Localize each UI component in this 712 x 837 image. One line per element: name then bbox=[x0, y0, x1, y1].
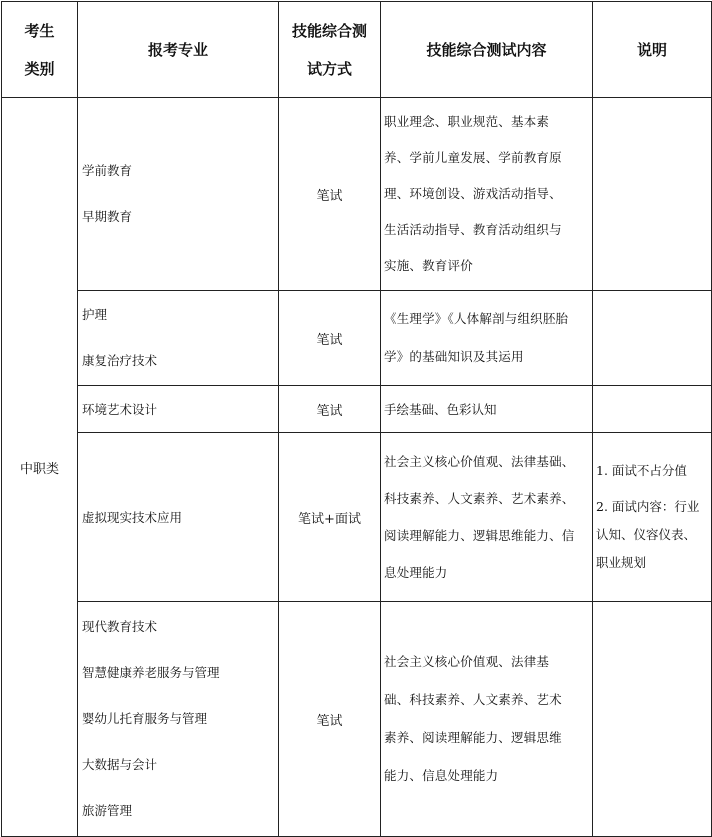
content-cell: 职业理念、职业规范、基本素 养、学前儿童发展、学前教育原 理、环境创设、游戏活动指导、 生活活动指导、教育活动组织与 实施、教育评价 bbox=[381, 98, 593, 291]
header-note: 说明 bbox=[593, 2, 712, 98]
mode-cell: 笔试 bbox=[279, 602, 381, 837]
mode-cell: 笔试 bbox=[279, 386, 381, 433]
header-row bbox=[2, 2, 712, 98]
table-row bbox=[2, 386, 712, 433]
content-cell: 社会主义核心价值观、法律基 础、科技素养、人文素养、艺术 素养、阅读理解能力、逻辑思维 能力、信息处理能力 bbox=[381, 602, 593, 837]
header-major: 报考专业 bbox=[78, 2, 279, 98]
table-row bbox=[2, 98, 712, 291]
mode-cell: 笔试+面试 bbox=[279, 433, 381, 602]
table-row bbox=[2, 433, 712, 602]
content-cell: 《生理学》《人体解剖与组织胚胎 学》的基础知识及其运用 bbox=[381, 291, 593, 386]
category-cell: 中职类 bbox=[2, 98, 78, 837]
major-cell: 护理 康复治疗技术 bbox=[78, 291, 279, 386]
note-cell bbox=[593, 602, 712, 837]
mode-cell: 笔试 bbox=[279, 98, 381, 291]
major-cell: 学前教育 早期教育 bbox=[78, 98, 279, 291]
table-row bbox=[2, 602, 712, 837]
header-test-mode: 技能综合测 试方式 bbox=[279, 2, 381, 98]
note-cell: 1. 面试不占分值 2. 面试内容：行业 认知、仪容仪表、 职业规划 bbox=[593, 433, 712, 602]
header-category: 考生 类别 bbox=[2, 2, 78, 98]
exam-table bbox=[1, 1, 712, 837]
major-cell: 现代教育技术 智慧健康养老服务与管理 婴幼儿托育服务与管理 大数据与会计 旅游管理 bbox=[78, 602, 279, 837]
major-cell: 虚拟现实技术应用 bbox=[78, 433, 279, 602]
content-cell: 手绘基础、色彩认知 bbox=[381, 386, 593, 433]
table-row bbox=[2, 291, 712, 386]
major-cell: 环境艺术设计 bbox=[78, 386, 279, 433]
note-cell bbox=[593, 386, 712, 433]
mode-cell: 笔试 bbox=[279, 291, 381, 386]
content-cell: 社会主义核心价值观、法律基础、 科技素养、人文素养、艺术素养、 阅读理解能力、逻辑思维能力、信 息处理能力 bbox=[381, 433, 593, 602]
header-test-content: 技能综合测试内容 bbox=[381, 2, 593, 98]
note-cell bbox=[593, 98, 712, 291]
note-cell bbox=[593, 291, 712, 386]
